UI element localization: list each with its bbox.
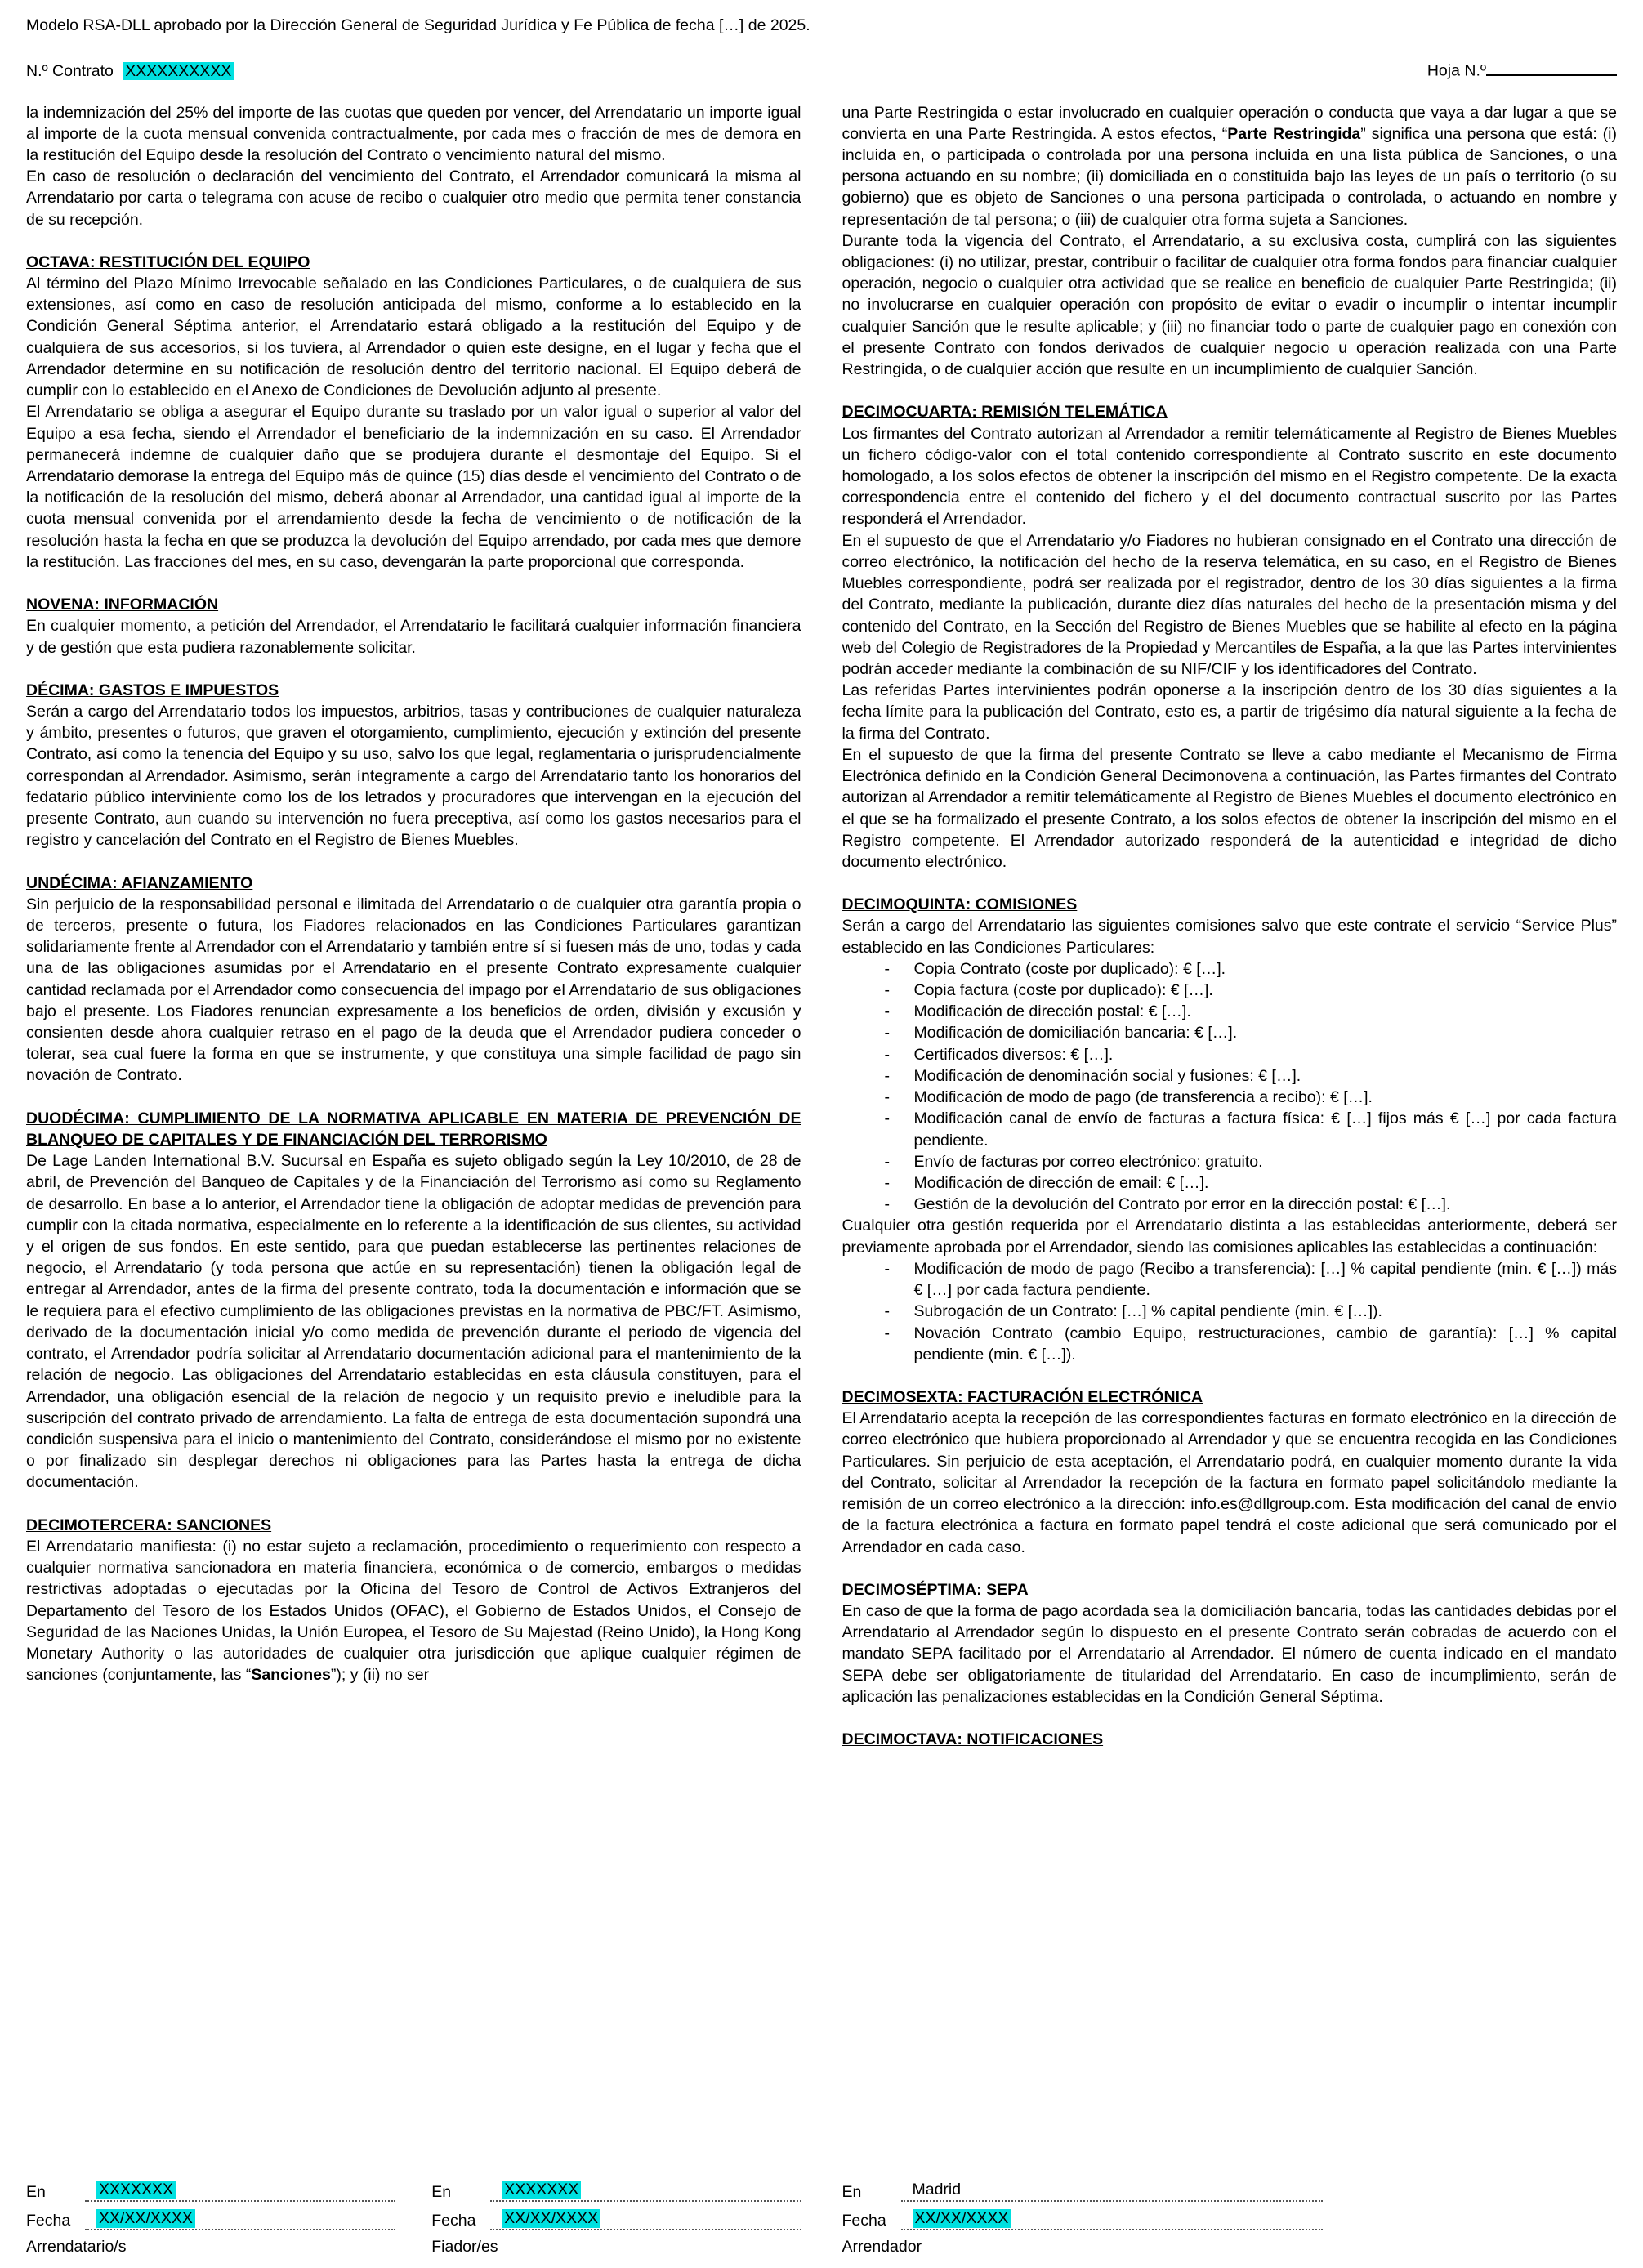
list-item-text: Modificación de modo de pago (de transferencia a recibo): € […].	[913, 1088, 1373, 1107]
model-approval-line: Modelo RSA-DLL aprobado por la Dirección General de Seguridad Jurídica y Fe Pública de fecha […] de 2025.	[26, 16, 810, 34]
signature-row	[431, 2181, 801, 2202]
list-item	[842, 980, 1618, 1001]
clause-paragraph: Cualquier otra gestión requerida por el Arrendatario distinta a las establecidas anteriormente, deberá ser previamente aprobada por el Arrendador, siendo las comisiones aplicables las establecidas a continuación:	[842, 1217, 1617, 1257]
signature-block	[842, 2181, 1323, 2257]
clause-paragraph: En cualquier momento, a petición del Arrendador, el Arrendatario le facilitará cualquier información financiera y de gestión que esta pudiera razonablemente solicitar.	[26, 617, 801, 657]
dash-bullet: -	[884, 1174, 890, 1192]
clause-paragraph: En el supuesto de que el Arrendatario y/o Fiadores no hubieran consignado en el Contrato una dirección de correo electrónico, la notificación del hecho de la reserva telemática, en su caso, en el Registro de Bienes Muebles correspondiente, podrá ser realizada por el registrador, dentro de los 30 días siguientes a la firma del Contrato, mediante la publicación, durante diez días naturales del hecho de la presentación misma y del contenido del Contrato, en la Sección del Registro de Bienes Muebles que se habilite al efecto en la página web del Colegio de Registradores de la Propiedad y Mercantiles de España, a la que las Partes intervinientes podrán acceder mediante la combinación de su NIF/CIF y los identificadores del Contrato.	[842, 531, 1617, 678]
list-item	[842, 1001, 1618, 1022]
sheet-number-blank[interactable]	[1486, 60, 1617, 76]
clause-heading: DECIMOTERCERA: SANCIONES	[26, 1516, 272, 1534]
dash-bullet: -	[884, 1024, 890, 1042]
clause-paragraph: Serán a cargo del Arrendatario todos los impuestos, arbitrios, tasas y contribuciones de cualquier naturaleza y ámbito, presentes o futuros, que graven el otorgamiento, cumplimiento, ejecución y extinción del presente Contrato, así como la tenencia del Equipo y su uso, salvo los que legal, reglamentaria o jurisprudencialmente correspondan al Arrendador. Asimismo, serán íntegramente a cargo del Arrendatario tanto los honorarios del fedatario público interviniente como los de los letrados y procuradores que intervengan en la ejecución del presente Contrato, aun cuando su intervención no fuera preceptiva, así como los gastos necesarios para el registro y cancelación del Contrato en el Registro de Bienes Muebles.	[26, 702, 801, 850]
dash-bullet: -	[884, 1259, 890, 1278]
list-item	[842, 1172, 1618, 1194]
list-item-text: Gestión de la devolución del Contrato por error en la dirección postal: € […].	[913, 1195, 1451, 1214]
dash-bullet: -	[884, 981, 890, 1000]
clause-heading: DECIMOQUINTA: COMISIONES	[842, 895, 1078, 914]
signature-section	[26, 2181, 1617, 2257]
signature-field-label: Fecha	[26, 2212, 71, 2230]
clause-paragraph: la indemnización del 25% del importe de las cuotas que queden por vencer, del Arrendatario un importe igual al importe de la cuota mensual convenida contractualmente, por cada mes o fracción de mes de demora en la restitución del Equipo desde la resolución del Contrato o vencimiento natural del mismo.	[26, 103, 801, 164]
clause-heading: UNDÉCIMA: AFIANZAMIENTO	[26, 873, 253, 892]
signature-field-value[interactable]: XX/XX/XXXX	[96, 2209, 195, 2228]
signature-row	[26, 2181, 395, 2202]
clause-heading: DECIMOCUARTA: REMISIÓN TELEMÁTICA	[842, 403, 1168, 422]
list-item	[842, 958, 1618, 980]
sheet-number	[1427, 60, 1617, 81]
signature-field-label: Fecha	[842, 2212, 886, 2230]
list-item-text: Certificados diversos: € […].	[913, 1045, 1114, 1064]
clause-paragraph: Serán a cargo del Arrendatario las siguientes comisiones salvo que este contrate el servicio “Service Plus” establecido en las Condiciones Particulares:	[842, 917, 1617, 957]
clause-heading: OCTAVA: RESTITUCIÓN DEL EQUIPO	[26, 252, 310, 271]
dash-bullet: -	[884, 959, 890, 978]
signature-field-value[interactable]: XX/XX/XXXX	[502, 2209, 600, 2228]
dash-bullet: -	[884, 1302, 890, 1321]
contract-number-label: N.º Contrato	[26, 61, 114, 80]
signature-field-value[interactable]: XXXXXXX	[502, 2181, 581, 2199]
signature-field-value[interactable]: Madrid	[912, 2181, 962, 2199]
list-item-text: Copia factura (coste por duplicado): € […].	[913, 981, 1213, 1000]
signature-block	[26, 2181, 395, 2257]
list-item	[842, 1194, 1618, 1215]
list-item-text: Modificación de modo de pago (Recibo a transferencia): […] % capital pendiente (min. € […]) más € […] por cada factura pendiente.	[913, 1259, 1617, 1300]
clause-paragraph: Las referidas Partes intervinientes podrán oponerse a la inscripción dentro de los 30 días siguientes a la fecha límite para la publicación del Contrato, esto es, a partir de trigésimo día natural siguiente a la fecha de la firma del Contrato.	[842, 681, 1617, 743]
signature-dotted-line[interactable]	[490, 2209, 801, 2230]
dash-list	[842, 958, 1618, 1216]
two-column-body	[26, 102, 1617, 1751]
right-column	[842, 102, 1618, 1751]
signature-role-label: Arrendador	[842, 2238, 922, 2256]
list-item	[842, 1065, 1618, 1087]
clause-paragraph: Durante toda la vigencia del Contrato, el Arrendatario, a su exclusiva costa, cumplirá con las siguientes obligaciones: (i) no utilizar, prestar, contribuir o facilitar de cualquier otra forma fondos para financiar cualquier operación, negocio o cualquier otra actividad que se realice en beneficio de cualquier Parte Restringida; (ii) no involucrarse en cualquier operación con propósito de evitar o evadir o incumplir o intentar incumplir cualquier Sanción que le resulte aplicable; y (iii) no financiar todo o parte de cualquier pago en conexión con el presente Contrato con fondos derivados de cualquier negocio u operación realizada con una Parte Restringida, o de cualquier acción que resulte en un incumplimiento de cualquier Sanción.	[842, 231, 1617, 379]
signature-field-label: En	[842, 2183, 862, 2201]
signature-field-label: Fecha	[431, 2212, 476, 2230]
dash-list	[842, 1258, 1618, 1365]
dash-bullet: -	[884, 1088, 890, 1107]
dash-bullet: -	[884, 1045, 890, 1064]
signature-role-label: Arrendatario/s	[26, 2238, 127, 2256]
signature-field-value[interactable]: XX/XX/XXXX	[913, 2209, 1011, 2228]
list-item-text: Modificación de dirección postal: € […].	[913, 1002, 1191, 1021]
list-item-text: Modificación de denominación social y fusiones: € […].	[913, 1066, 1301, 1085]
clause-paragraph: En caso de resolución o declaración del vencimiento del Contrato, el Arrendador comunicará la misma al Arrendatario por carta o telegrama con acuse de recibo o cualquier otro medio que permita tener constancia de su recepción.	[26, 167, 801, 229]
contract-number-value[interactable]: XXXXXXXXXX	[123, 62, 234, 80]
signature-field-value[interactable]: XXXXXXX	[96, 2181, 176, 2199]
signature-field-label: En	[431, 2183, 452, 2201]
clause-heading: DECIMOCTAVA: NOTIFICACIONES	[842, 1730, 1104, 1749]
clause-paragraph: En caso de que la forma de pago acordada sea la domiciliación bancaria, todas las cantidades debidas por el Arrendatario al Arrendador según lo dispuesto en el presente Contrato serán cobradas de acuerdo con el mandato SEPA facilitado por el Arrendatario al Arrendador. El número de cuenta indicado en el mandato SEPA debe ser obligatoriamente de titularidad del Arrendatario. En caso de incumplimiento, serán de aplicación las penalizaciones establecidas en la Condición General Séptima.	[842, 1601, 1617, 1706]
list-item	[842, 1022, 1618, 1043]
signature-dotted-line[interactable]	[901, 2181, 1323, 2202]
list-item	[842, 1151, 1618, 1172]
signature-row	[842, 2209, 1323, 2230]
clause-heading: DÉCIMA: GASTOS E IMPUESTOS	[26, 681, 279, 699]
contract-header-row	[26, 60, 1617, 81]
list-item	[842, 1044, 1618, 1065]
list-item	[842, 1108, 1618, 1150]
clause-heading: DECIMOSEXTA: FACTURACIÓN ELECTRÓNICA	[842, 1387, 1203, 1406]
signature-dotted-line[interactable]	[490, 2181, 801, 2202]
clause-paragraph: En el supuesto de que la firma del presente Contrato se lleve a cabo mediante el Mecanismo de Firma Electrónica definido en la Condición General Decimonovena a continuación, las Partes firmantes del Contrato autorizan al Arrendador a remitir telemáticamente al Registro de Bienes Muebles el documento electrónico en el que se ha formalizado el presente Contrato, a los solos efectos de obtener la inscripción del mismo en el Registro competente. El Arrendador autorizado responderá de la autenticidad e integridad de dicho documento electrónico.	[842, 745, 1617, 871]
dash-bullet: -	[884, 1066, 890, 1085]
signature-block	[431, 2181, 801, 2257]
signature-dotted-line[interactable]	[85, 2181, 395, 2202]
list-item-text: Envío de facturas por correo electrónico: gratuito.	[913, 1152, 1263, 1171]
list-item	[842, 1301, 1618, 1322]
list-item-text: Modificación de domiciliación bancaria: € […].	[913, 1024, 1238, 1042]
signature-row	[431, 2209, 801, 2230]
clause-heading: DUODÉCIMA: CUMPLIMIENTO DE LA NORMATIVA APLICABLE EN MATERIA DE PREVENCIÓN DE BLANQUEO DE CAPITALES Y DE FINANCIACIÓN DEL TERRORISMO	[26, 1109, 801, 1149]
clause-paragraph: Los firmantes del Contrato autorizan al Arrendador a remitir telemáticamente al Registro de Bienes Muebles un fichero código-valor con el total contenido correspondiente al Contrato suscrito en este documento homologado, a los solos efectos de obtener la inscripción del mismo en el Registro competente. De la exacta correspondencia entre el contenido del fichero y el del documento contractual suscrito por las Partes responderá el Arrendador.	[842, 424, 1617, 529]
signature-dotted-line[interactable]	[85, 2209, 395, 2230]
list-item-text: Copia Contrato (coste por duplicado): € […].	[913, 959, 1226, 978]
signature-row	[842, 2181, 1323, 2202]
signature-role-label: Fiador/es	[431, 2238, 498, 2256]
list-item	[842, 1087, 1618, 1108]
list-item-text: Novación Contrato (cambio Equipo, restructuraciones, cambio de garantía): […] % capital pendiente (min. € […]).	[913, 1324, 1617, 1364]
sheet-number-label: Hoja N.º	[1426, 61, 1486, 80]
clause-paragraph: una Parte Restringida o estar involucrado en cualquier operación o conducta que vaya a dar lugar a que se convierta en una Parte Restringida. A estos efectos, “Parte Restringida” significa una persona que está: (i) incluida en, o participada o controlada por una persona incluida en una lista pública de Sanciones, o una persona actuando en su nombre; (ii) domiciliada en o constituida bajo las leyes de un país o territorio (o su gobierno) que es objeto de Sanciones o una persona participada o controlada, o actuando en nombre y representación de tal persona; o (iii) de cualquier otra forma sujeta a Sanciones.	[842, 103, 1618, 229]
clause-paragraph: El Arrendatario manifiesta: (i) no estar sujeto a reclamación, procedimiento o requerimiento con respecto a cualquier normativa sancionadora en materia financiera, económica o de comercio, embargos o medidas restrictivas adoptadas o ejecutadas por la Oficina del Tesoro de Control de Activos Extranjeros del Departamento del Tesoro de los Estados Unidos (OFAC), el Gobierno de Estados Unidos, el Consejo de Seguridad de las Naciones Unidas, la Unión Europea, el Tesoro de Su Majestad (Reino Unido), la Hong Kong Monetary Authority o las autoridades de cualquier otra jurisdicción que aplique cualquier régimen de sanciones (conjuntamente, las “Sanciones”); y (ii) no ser	[26, 1537, 801, 1685]
list-item	[842, 1258, 1618, 1301]
left-column	[26, 102, 801, 1751]
dash-bullet: -	[884, 1152, 890, 1171]
clause-paragraph: Sin perjuicio de la responsabilidad personal e ilimitada del Arrendatario o de cualquier otra garantía propia o de terceros, presente o futura, los Fiadores relacionados en las Condiciones Particulares garantizan solidariamente frente al Arrendador con el Arrendatario y también entre sí si fuesen más de uno, todas y cada una de las obligaciones asumidas por el Arrendatario en el presente Contrato expresamente cualquier cantidad reclamada por el Arrendador como consecuencia del impago por el Arrendatario de sus obligaciones bajo el presente. Los Fiadores renuncian expresamente a los beneficios de orden, división y excusión y consienten desde ahora cualquier retraso en el pago de la deuda que el Arrendador pudiera conceder o tolerar, sea cual fuere la forma en que se instrumente, y que constituya una simple facilidad de pago sin novación de Contrato.	[26, 895, 801, 1085]
signature-dotted-line[interactable]	[901, 2209, 1323, 2230]
signature-row	[26, 2209, 395, 2230]
list-item-text: Modificación canal de envío de facturas a factura física: € […] fijos más € […] por cada factura pendiente.	[913, 1109, 1617, 1150]
dash-bullet: -	[884, 1002, 890, 1021]
dash-bullet: -	[884, 1324, 890, 1342]
contract-number	[26, 62, 234, 81]
signature-half-right	[842, 2181, 1618, 2257]
clause-heading: DECIMOSÉPTIMA: SEPA	[842, 1580, 1029, 1599]
signature-half-left	[26, 2181, 801, 2257]
clause-heading: NOVENA: INFORMACIÓN	[26, 596, 219, 614]
list-item	[842, 1323, 1618, 1365]
clause-paragraph: El Arrendatario acepta la recepción de las correspondientes facturas en formato electrónico en la dirección de correo electrónico que hubiera proporcionado al Arrendador y que se encuentra recogida en las Condiciones Particulares. Sin perjuicio de esta aceptación, el Arrendatario podrá, en cualquier momento durante la vida del Contrato, solicitar al Arrendador la recepción de la factura en formato papel solicitándolo mediante la remisión de un correo electrónico a la dirección: info.es@dllgroup.com. Esta modificación del canal de envío de la factura electrónica a factura en formato papel tendrá el coste adicional que será comunicado por el Arrendador en cada caso.	[842, 1409, 1617, 1556]
dash-bullet: -	[884, 1195, 890, 1214]
list-item-text: Subrogación de un Contrato: […] % capital pendiente (min. € […]).	[913, 1302, 1382, 1321]
clause-paragraph: Al término del Plazo Mínimo Irrevocable señalado en las Condiciones Particulares, o de cualquiera de sus extensiones, así como en caso de resolución anticipada del mismo, conforme a lo establecido en la Condición General Séptima anterior, el Arrendatario estará obligado a la restitución del Equipo y de cualquiera de sus accesorios, si los tuviera, al Arrendador o quien este designe, en el lugar y fecha que el Arrendador determine en su notificación de resolución dentro del territorio nacional. El Equipo deberá de cumplir con lo establecido en el Anexo de Condiciones de Devolución adjunto al presente.	[26, 275, 801, 400]
list-item-text: Modificación de dirección de email: € […].	[913, 1174, 1209, 1192]
dash-bullet: -	[884, 1109, 890, 1128]
clause-paragraph: De Lage Landen International B.V. Sucursal en España es sujeto obligado según la Ley 10/2010, de 28 de abril, de Prevención del Banqueo de Capitales y de la Financiación del Terrorismo así como su Reglamento de desarrollo. En base a lo anterior, el Arrendador tiene la obligación de adoptar medidas de prevención para cumplir con la citada normativa, especialmente en lo referente a la identificación de sus clientes, su actividad y el origen de sus fondos. En este sentido, para que puedan establecerse las pertinentes relaciones de negocio, el Arrendatario (y toda persona que actúe en su representación) tienen la obligación legal de entregar al Arrendador, antes de la firma del presente contrato, toda la documentación e información que se le requiera para el efectivo cumplimiento de las obligaciones previstas en la normativa de PBC/FT. Asimismo, derivado de la documentación inicial y/o como medida de prevención durante el periodo de vigencia del contrato, el Arrendador podría solicitar al Arrendatario documentación adicional para el mantenimiento de la relación de negocio. Las obligaciones del Arrendatario establecidas en esta cláusula constituyen, para el Arrendador, una obligación esencial de la relación de negocio y un requisito previo e ineludible para la suscripción del contrato privado de arrendamiento. La falta de entrega de esta documentación supondrá una condición suspensiva para el inicio o mantenimiento del Contrato, considerándose el mismo por no existente o por finalizado sin desplegar derechos ni obligaciones para las Partes hasta la entrega de dicha documentación.	[26, 1152, 801, 1492]
clause-paragraph: El Arrendatario se obliga a asegurar el Equipo durante su traslado por un valor igual o superior al valor del Equipo a esa fecha, siendo el Arrendador el beneficiario de la indemnización en su caso. El Arrendador permanecerá indemne de cualquier daño que se produjera durante el desmontaje del Equipo. Si el Arrendatario demorase la entrega del Equipo más de quince (15) días desde el vencimiento del Contrato o de la notificación de la resolución del mismo, deberá abonar al Arrendador, una cantidad igual al importe de la cuota mensual convenida por el arrendamiento desde la fecha de vencimiento o de notificación de la resolución hasta la fecha en que se produzca la devolución del Equipo arrendado, por cada mes que demore la restitución. Las fracciones del mes, en su caso, devengarán la parte proporcional que corresponda.	[26, 403, 801, 571]
signature-field-label: En	[26, 2183, 46, 2201]
